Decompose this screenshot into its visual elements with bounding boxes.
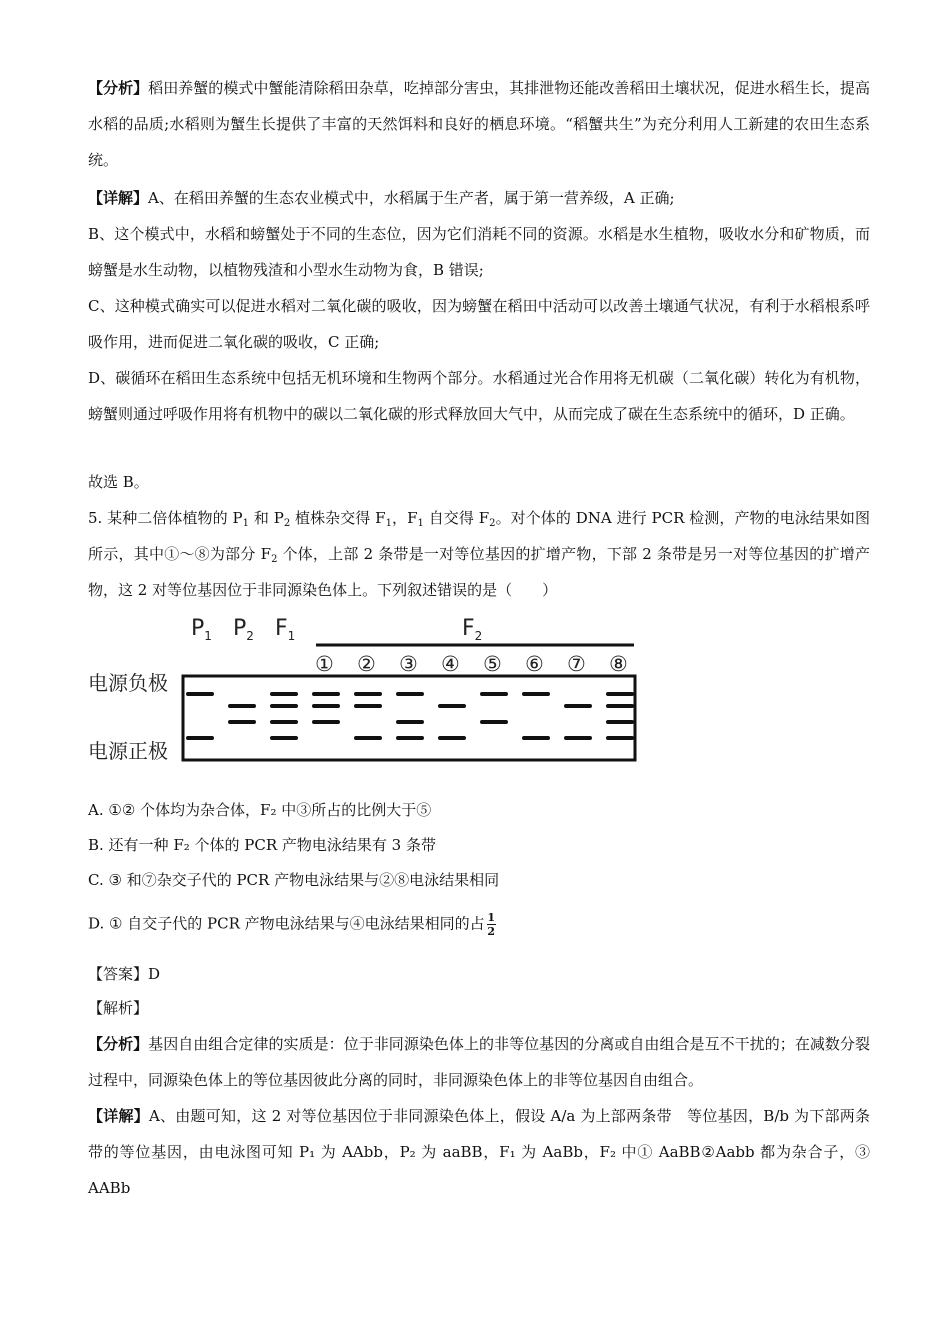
fraction-denominator: 2 [487, 925, 495, 938]
detail-tag-2: 【详解】 [88, 1107, 149, 1125]
analysis-text-2: 基因自由组合定律的实质是：位于非同源染色体上的非等位基因的分离或自由组合是互不干扰的；在减数分裂过程中，同源染色体上的等位基因彼此分离的同时，非同源染色体上的非等位基因自由组合。 [88, 1035, 870, 1089]
label-positive-electrode: 电源正极 [88, 739, 168, 763]
analysis-paragraph-1 [88, 70, 870, 178]
detail-paragraph-2 [88, 1098, 870, 1206]
jiexi-heading: 【解析】 [88, 999, 149, 1017]
option-c: C. ③ 和⑦杂交子代的 PCR 产物电泳结果与②⑧电泳结果相同 [88, 871, 500, 889]
stem-text: 和 P [248, 509, 284, 527]
detail-b: B、这个模式中，水稻和螃蟹处于不同的生态位，因为它们消耗不同的资源。水稻是水生植物，吸收水分和矿物质，而螃蟹是水生动物，以植物残渣和小型水生动物为食，B 错误; [88, 225, 870, 279]
label-p1: $P_1$ [191, 616, 212, 643]
stem-text: 植株杂交得 F [290, 509, 386, 527]
stem-text: ，F [391, 509, 418, 527]
label-p2: $P_2$ [233, 616, 254, 643]
answer: 【答案】D [88, 965, 161, 983]
option-a: A. ①② 个体均为杂合体，F₂ 中③所占的比例大于⑤ [88, 801, 432, 819]
lane-label-2: ② [357, 652, 376, 676]
stem-text: 个体，上部 2 条带是一对等位基因的扩增产物，下部 2 条带是另一对等位基因的扩增产物，这 2 对等位基因位于非同源染色体上。下列叙述错误的是（ ） [88, 545, 870, 599]
sub: 1 [417, 518, 424, 529]
detail-a [88, 180, 870, 216]
lane-label-8: ⑧ [609, 652, 628, 676]
sub: 2 [283, 518, 291, 529]
sub: 2 [271, 554, 278, 565]
lane-label-4: ④ [441, 652, 460, 676]
stem-text: 自交得 F [423, 509, 490, 527]
conclusion: 故选 B。 [88, 473, 149, 491]
detail-tag: 【详解】 [88, 189, 149, 207]
lane-label-7: ⑦ [567, 652, 586, 676]
stem-text: 某种二倍体植物的 P [107, 509, 243, 527]
label-negative-electrode: 电源负极 [88, 671, 168, 695]
gel-box [183, 676, 635, 760]
analysis-tag-2: 【分析】 [88, 1035, 149, 1053]
stem-text: 。对个体的 DNA 进行 PCR 检测，产物的电泳结果如图所示，其中①～⑧为部分 F [88, 509, 870, 563]
lane-label-1: ① [315, 652, 334, 676]
detail-a-text: A、在稻田养蟹的生态农业模式中，水稻属于生产者，属于第一营养级，A 正确; [148, 189, 675, 207]
option-d [88, 912, 496, 937]
label-f2: $F_2$ [462, 616, 483, 643]
detail-d: D、碳循环在稻田生态系统中包括无机环境和生物两个部分。水稻通过光合作用将无机碳（二氧化碳）转化为有机物，螃蟹则通过呼吸作用将有机物中的碳以二氧化碳的形式释放回大气中，从而完成了碳在生态系统中的循环，D 正确。 [88, 369, 870, 423]
detail-text-2: A、由题可知，这 2 对等位基因位于非同源染色体上，假设 A/a 为上部两条带 等位基因，B/b 为下部两条带的等位基因，由电泳图可知 P₁ 为 AAbb，P₂ 为 aaBB，F₁ 为 AaBb，F₂ 中① AaBB②Aabb 都为杂合子，③ AABb [88, 1107, 870, 1197]
lane-label-3: ③ [399, 652, 418, 676]
option-b: B. 还有一种 F₂ 个体的 PCR 产物电泳结果有 3 条带 [88, 836, 436, 854]
analysis-text: 稻田养蟹的模式中蟹能清除稻田杂草，吃掉部分害虫，其排泄物还能改善稻田土壤状况，促进水稻生长，提高水稻的品质;水稻则为蟹生长提供了丰富的天然饵料和良好的栖息环境。“稻蟹共生”为充分利用人工新建的农田生态系统。 [88, 79, 870, 169]
lane-label-5: ⑤ [483, 652, 502, 676]
question-5-stem [88, 500, 870, 608]
detail-c: C、这种模式确实可以促进水稻对二氧化碳的吸收，因为螃蟹在稻田中活动可以改善土壤通气状况，有利于水稻根系呼吸作用，进而促进二氧化碳的吸收，C 正确; [88, 297, 870, 351]
option-d-text: D. ① 自交子代的 PCR 产物电泳结果与④电泳结果相同的占 [88, 914, 485, 933]
analysis-tag: 【分析】 [88, 79, 149, 97]
analysis-paragraph-2 [88, 1026, 870, 1098]
label-f1: $F_1$ [275, 616, 296, 643]
electrophoresis-figure [88, 608, 648, 778]
sub: 1 [242, 518, 249, 529]
fraction-one-half [487, 912, 496, 937]
question-number: 5. [88, 509, 103, 527]
lane-label-6: ⑥ [525, 652, 544, 676]
gel-svg [88, 608, 648, 778]
fraction-numerator: 1 [487, 911, 495, 924]
sub: 2 [489, 518, 496, 529]
sub: 1 [385, 518, 392, 529]
